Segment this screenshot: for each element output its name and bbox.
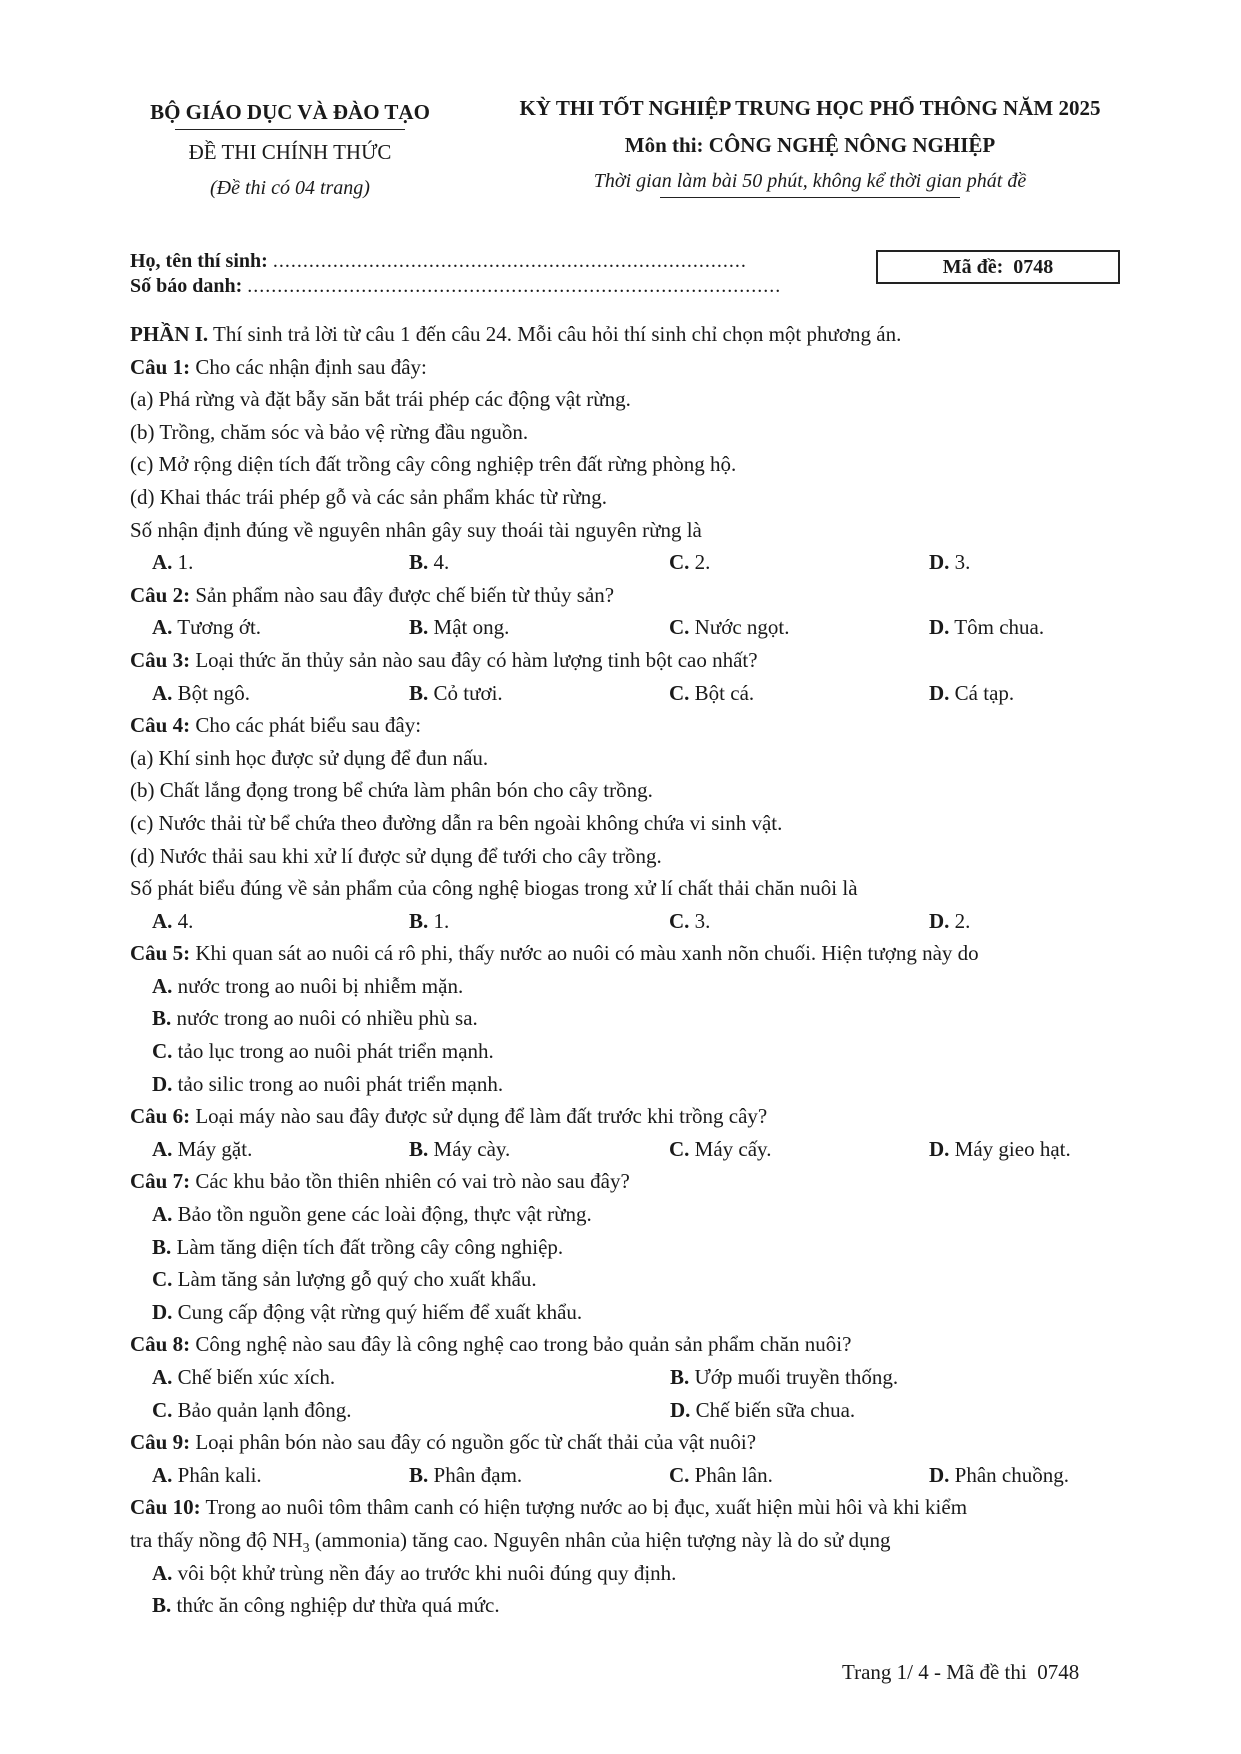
option-d[interactable]: D. Tôm chua. [929, 615, 1045, 640]
candidate-id-field[interactable]: ......................................................................................... [247, 275, 782, 297]
option-c[interactable]: C. Phân lân. [669, 1462, 773, 1487]
question-stem: Khi quan sát ao nuôi cá rô phi, thấy nước ao nuôi có màu xanh nõn chuối. Hiện tượng này do [195, 941, 979, 966]
option-b[interactable]: B. 1. [409, 908, 450, 933]
page-footer [842, 1660, 1079, 1685]
option-b[interactable]: B. Máy cày. [409, 1136, 511, 1161]
option-b[interactable]: B. thức ăn công nghiệp dư thừa quá mức. [152, 1593, 500, 1618]
question-5 [130, 937, 1130, 970]
statement-item: (d) Nước thải sau khi xử lí được sử dụng để tưới cho cây trồng. [130, 843, 662, 868]
time-note: Thời gian làm bài 50 phút, không kể thời gian phát đề [593, 170, 1027, 192]
question-3 [130, 644, 1130, 677]
subject-prefix: Môn thi: [624, 133, 704, 157]
question-8 [130, 1328, 1130, 1361]
statement-item: (a) Khí sinh học được sử dụng để đun nấu. [130, 745, 489, 770]
question-label: Câu 7: [130, 1169, 191, 1194]
option-d[interactable]: D. Cung cấp động vật rừng quý hiếm để xuất khẩu. [152, 1299, 583, 1324]
answer-options [130, 1459, 1130, 1492]
exam-code: 0748 [1013, 256, 1054, 278]
option-d[interactable]: D. Cá tạp. [929, 680, 1015, 705]
answer-options [130, 1361, 1130, 1394]
candidate-name-label: Họ, tên thí sinh: [130, 250, 268, 272]
option-d[interactable]: D. Chế biến sữa chua. [670, 1397, 856, 1422]
statement-item: (b) Trồng, chăm sóc và bảo vệ rừng đầu nguồn. [130, 419, 529, 444]
option-c[interactable]: C. Nước ngọt. [669, 615, 790, 640]
footer-code: 0748 [1037, 1660, 1080, 1684]
option-d[interactable]: D. 3. [929, 550, 971, 575]
option-d[interactable]: D. Phân chuồng. [929, 1462, 1069, 1487]
subject-line [470, 133, 1150, 158]
option-a[interactable]: A. Phân kali. [152, 1462, 262, 1487]
part-text: Thí sinh trả lời từ câu 1 đến câu 24. Mỗi câu hỏi thí sinh chỉ chọn một phương án. [213, 322, 902, 346]
option-a[interactable]: A. Bột ngô. [152, 680, 251, 705]
candidate-name-field[interactable]: ............................................................................... [272, 250, 747, 272]
answer-options [130, 905, 1130, 938]
option-c[interactable]: C. 2. [669, 550, 711, 575]
question-label: Câu 4: [130, 713, 191, 738]
question-label: Câu 1: [130, 354, 191, 379]
question-label: Câu 3: [130, 647, 191, 672]
header-right [470, 96, 1150, 198]
option-c[interactable]: C. Làm tăng sản lượng gỗ quý cho xuất khẩu. [152, 1267, 537, 1292]
option-b[interactable]: B. Mật ong. [409, 615, 510, 640]
answer-options [130, 546, 1130, 579]
subject-name: CÔNG NGHỆ NÔNG NGHIỆP [708, 133, 996, 157]
question-label: Câu 6: [130, 1104, 191, 1129]
ministry-underline [175, 129, 405, 130]
statement-item: (d) Khai thác trái phép gỗ và các sản phẩm khác từ rừng. [130, 484, 608, 509]
exam-code-box [876, 250, 1120, 284]
question-9 [130, 1426, 1130, 1459]
question-label: Câu 10: [130, 1495, 201, 1520]
option-a[interactable]: A. Bảo tồn nguồn gene các loài động, thực vật rừng. [152, 1202, 592, 1227]
option-c[interactable]: C. Bảo quản lạnh đông. [152, 1397, 352, 1422]
subscript: 3 [302, 1541, 310, 1557]
question-label: Câu 8: [130, 1332, 191, 1357]
option-b[interactable]: B. nước trong ao nuôi có nhiều phù sa. [152, 1006, 478, 1031]
answer-options [130, 1394, 1130, 1427]
question-stem: Công nghệ nào sau đây là công nghệ cao trong bảo quản sản phẩm chăn nuôi? [195, 1332, 852, 1357]
option-d[interactable]: D. tảo silic trong ao nuôi phát triển mạnh. [152, 1071, 504, 1096]
exam-code-label: Mã đề: [942, 256, 1004, 278]
option-a[interactable]: A. vôi bột khử trùng nền đáy ao trước khi nuôi đúng quy định. [152, 1560, 677, 1585]
option-a[interactable]: A. 4. [152, 908, 194, 933]
question-stem: Loại máy nào sau đây được sử dụng để làm đất trước khi trồng cây? [195, 1104, 768, 1129]
option-d[interactable]: D. Máy gieo hạt. [929, 1136, 1071, 1161]
option-a[interactable]: A. nước trong ao nuôi bị nhiễm mặn. [152, 973, 464, 998]
question-stem: Các khu bảo tồn thiên nhiên có vai trò nào sau đây? [195, 1169, 630, 1194]
statement-item: (c) Nước thải từ bể chứa theo đường dẫn ra bên ngoài không chứa vi sinh vật. [130, 810, 783, 835]
option-a[interactable]: A. Tương ớt. [152, 615, 262, 640]
option-b[interactable]: B. Làm tăng diện tích đất trồng cây công nghiệp. [152, 1234, 564, 1259]
questions-body [130, 318, 1130, 1622]
option-b[interactable]: B. Cỏ tươi. [409, 680, 503, 705]
question-6 [130, 1100, 1130, 1133]
candidate-name-row [130, 250, 747, 273]
question-stem: Cho các phát biểu sau đây: [195, 713, 422, 738]
candidate-id-row [130, 275, 781, 298]
candidate-id-label: Số báo danh: [130, 275, 243, 297]
part-heading [130, 318, 1130, 351]
answer-options [130, 677, 1130, 710]
question-stem: Sản phẩm nào sau đây được chế biến từ thủy sản? [195, 582, 615, 607]
question-stem: Loại thức ăn thủy sản nào sau đây có hàm lượng tinh bột cao nhất? [195, 647, 758, 672]
option-a[interactable]: A. Máy gặt. [152, 1136, 253, 1161]
official-label: ĐỀ THI CHÍNH THỨC [188, 140, 392, 164]
statement-item: (c) Mở rộng diện tích đất trồng cây công nghiệp trên đất rừng phòng hộ. [130, 452, 737, 477]
option-d[interactable]: D. 2. [929, 908, 971, 933]
question-2 [130, 579, 1130, 612]
option-c[interactable]: C. 3. [669, 908, 711, 933]
question-stem: Trong ao nuôi tôm thâm canh có hiện tượng nước ao bị đục, xuất hiện mùi hôi và khi kiểm [205, 1495, 968, 1520]
footer-text: Trang 1/ 4 - Mã đề thi [842, 1660, 1027, 1684]
question-prompt: Số nhận định đúng về nguyên nhân gây suy thoái tài nguyên rừng là [130, 517, 702, 542]
option-c[interactable]: C. Bột cá. [669, 680, 755, 705]
question-7 [130, 1165, 1130, 1198]
exam-title: KỲ THI TỐT NGHIỆP TRUNG HỌC PHỔ THÔNG NĂM 2025 [519, 96, 1101, 120]
question-stem-continued: tra thấy nồng độ $NH_3$ (ammonia) tăng cao. Nguyên nhân của hiện tượng này là do sử dụng [130, 1527, 891, 1557]
time-underline [660, 197, 960, 198]
option-c[interactable]: C. Máy cấy. [669, 1136, 772, 1161]
question-label: Câu 5: [130, 941, 191, 966]
question-4 [130, 709, 1130, 742]
question-1 [130, 351, 1130, 384]
answer-options [130, 611, 1130, 644]
option-b[interactable]: B. Phân đạm. [409, 1462, 523, 1487]
pages-note: (Đề thi có 04 trang) [210, 177, 370, 199]
statement-item: (b) Chất lắng đọng trong bể chứa làm phân bón cho cây trồng. [130, 778, 653, 803]
answer-options [130, 1133, 1130, 1166]
option-a[interactable]: A. 1. [152, 550, 194, 575]
option-b[interactable]: B. Ướp muối truyền thống. [670, 1365, 899, 1389]
question-10 [130, 1491, 1130, 1524]
statement-item: (a) Phá rừng và đặt bẫy săn bắt trái phép các động vật rừng. [130, 387, 631, 412]
question-label: Câu 9: [130, 1430, 191, 1455]
option-c[interactable]: C. tảo lục trong ao nuôi phát triển mạnh. [152, 1039, 494, 1064]
option-b[interactable]: B. 4. [409, 550, 450, 575]
header-left [130, 100, 450, 200]
option-a[interactable]: A. Chế biến xúc xích. [152, 1365, 336, 1389]
question-stem: Cho các nhận định sau đây: [195, 354, 427, 379]
question-label: Câu 2: [130, 582, 191, 607]
question-stem: Loại phân bón nào sau đây có nguồn gốc từ chất thải của vật nuôi? [195, 1430, 757, 1455]
part-label: PHẦN I. [130, 322, 209, 346]
ministry-name: BỘ GIÁO DỤC VÀ ĐÀO TẠO [150, 100, 430, 124]
question-prompt: Số phát biểu đúng về sản phẩm của công nghệ biogas trong xử lí chất thải chăn nuôi là [130, 876, 858, 901]
